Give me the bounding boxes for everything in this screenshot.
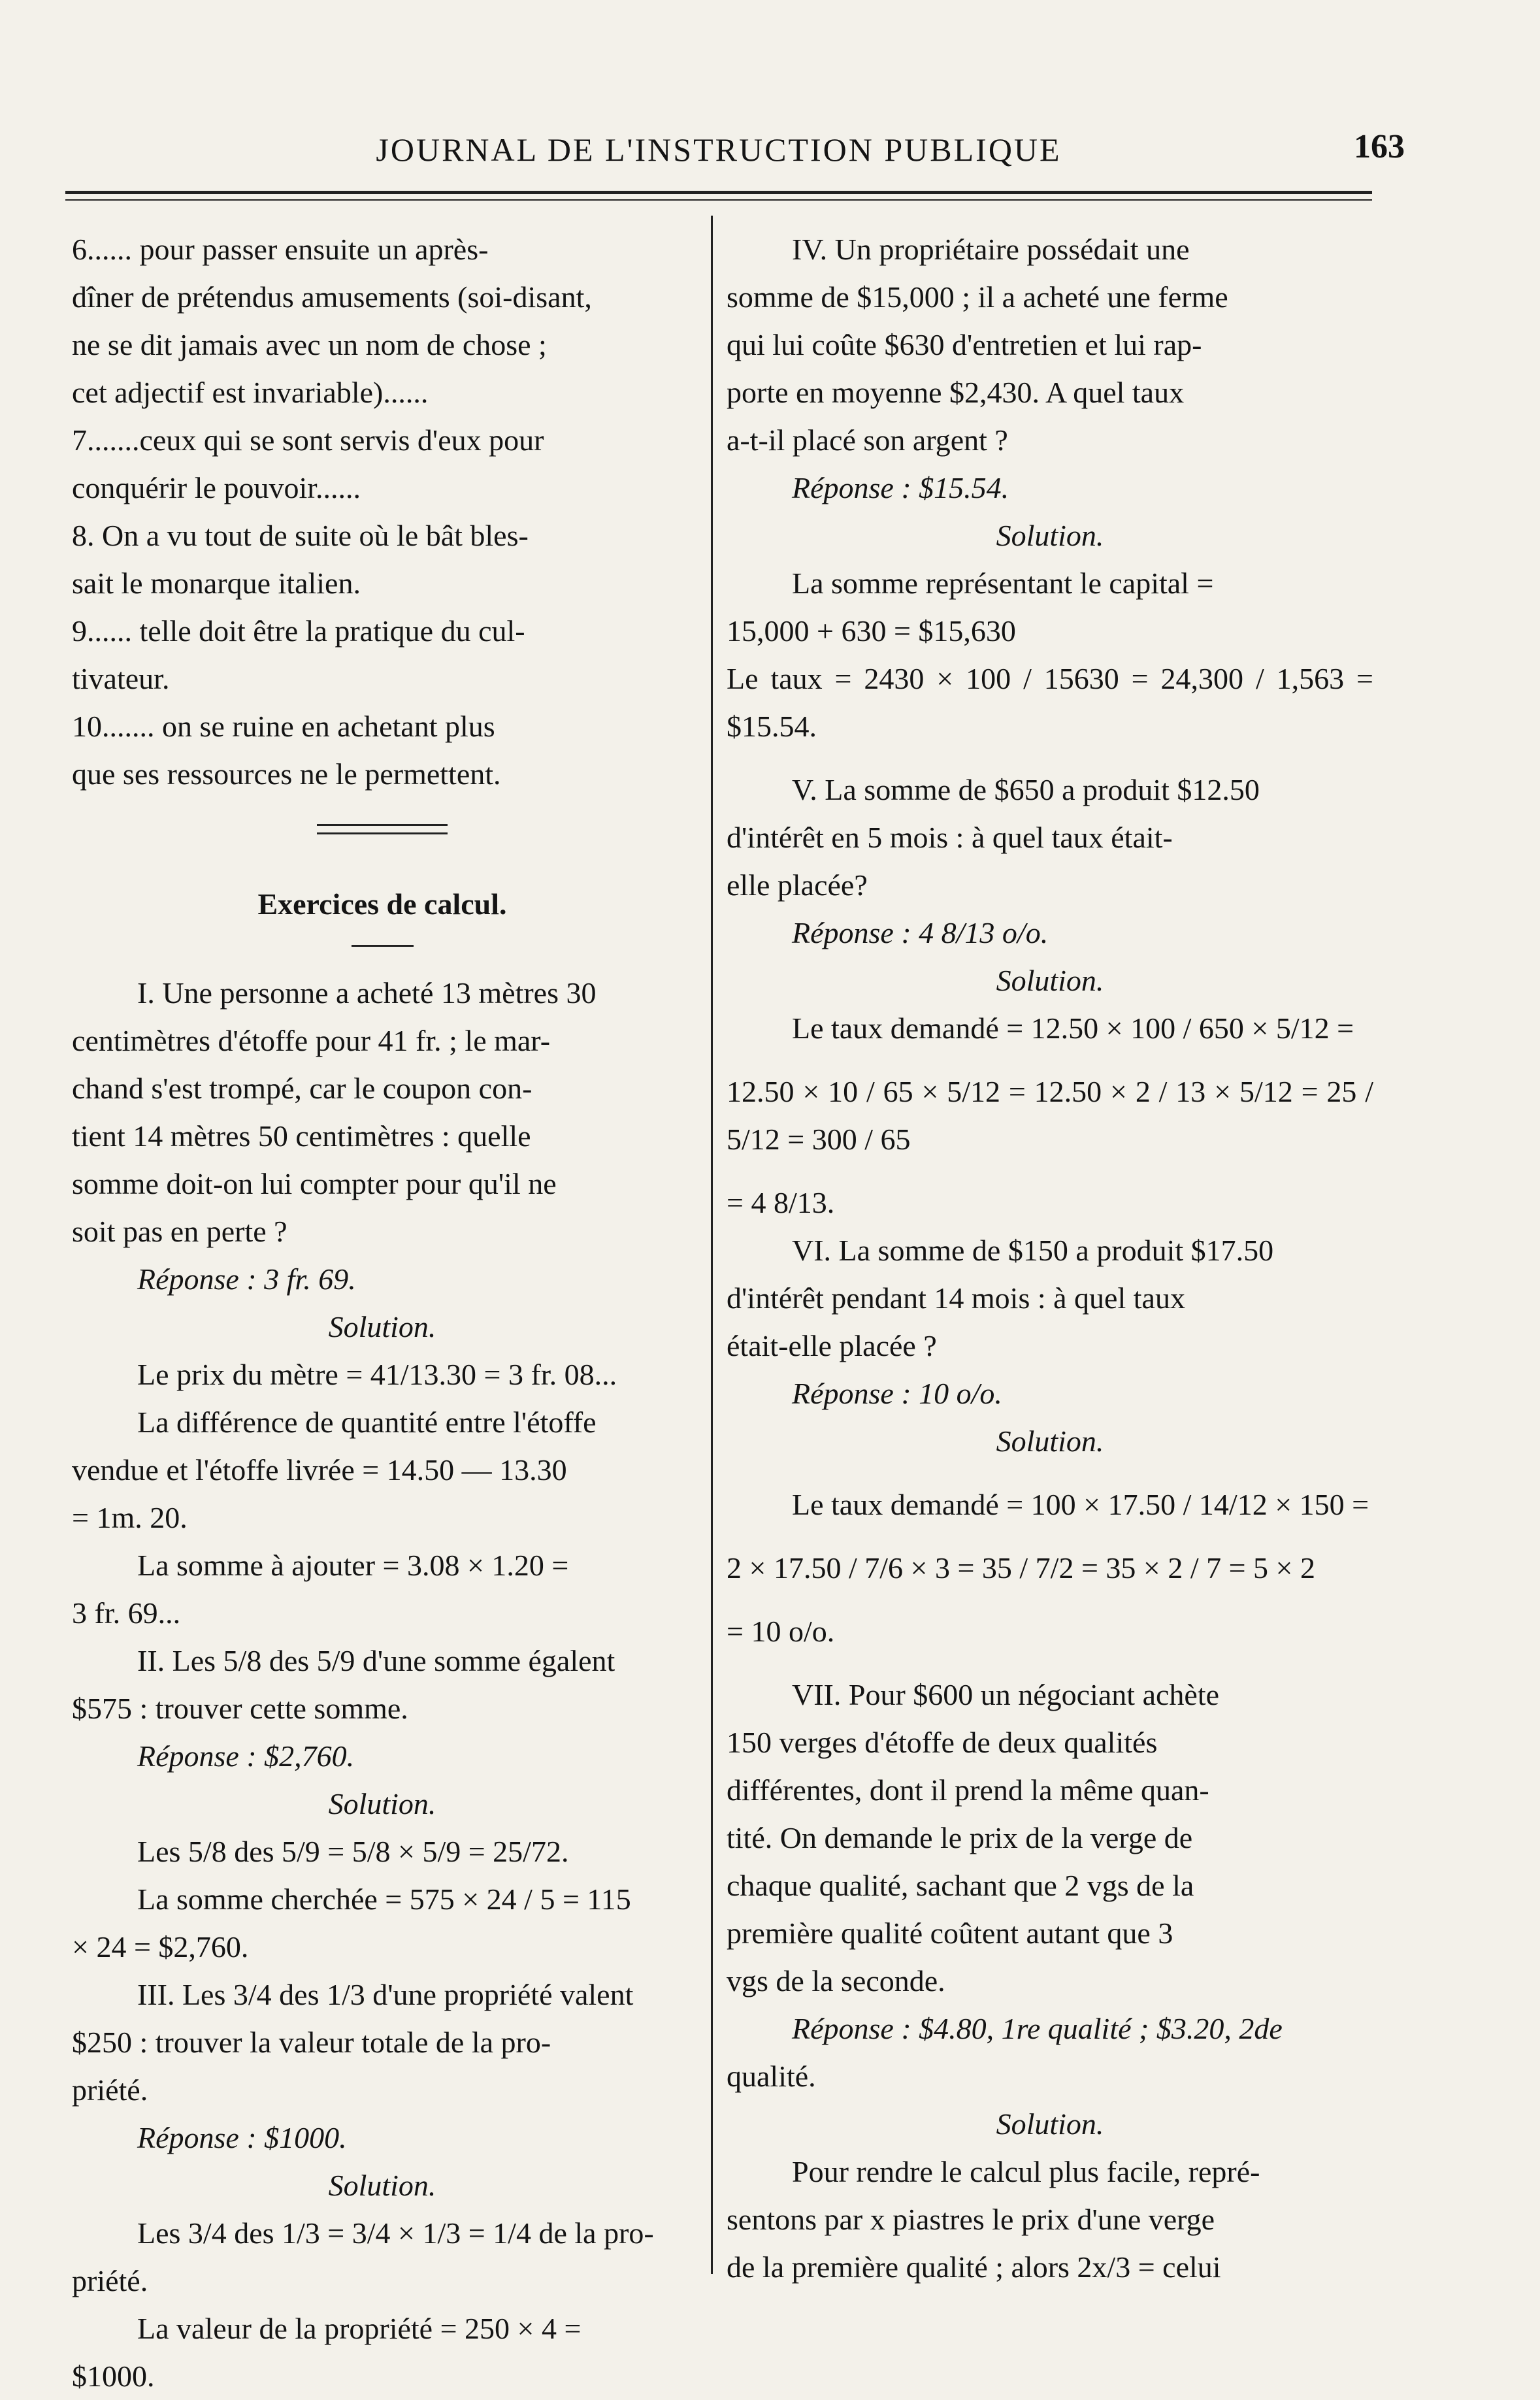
- text-line: ne se dit jamais avec un nom de chose ;: [72, 328, 547, 361]
- solution-line: vendue et l'étoffe livrée = 14.50 — 13.30: [72, 1453, 567, 1487]
- solution-line: = 10 o/o.: [727, 1615, 835, 1648]
- section-title: Exercices de calcul.: [257, 887, 507, 921]
- problem-line: III. Les 3/4 des 1/3 d'une propriété valent: [137, 1978, 634, 2011]
- solution-line: La différence de quantité entre l'étoffe: [137, 1405, 597, 1439]
- solution-heading: Solution.: [996, 519, 1104, 552]
- answer-line: Réponse : $15.54.: [792, 471, 1009, 504]
- solution-line: = 1m. 20.: [72, 1501, 188, 1534]
- problem-line: porte en moyenne $2,430. A quel taux: [727, 376, 1185, 409]
- solution-heading: Solution.: [996, 964, 1104, 997]
- text-line: sait le monarque italien.: [72, 567, 361, 600]
- solution-line: de la première qualité ; alors 2x/3 = celui: [727, 2250, 1221, 2284]
- header-rule-thick: [65, 191, 1372, 194]
- text-line: 7.......ceux qui se sont servis d'eux pour: [72, 423, 544, 457]
- text-line: tivateur.: [72, 662, 170, 695]
- problem-line: chaque qualité, sachant que 2 vgs de la: [727, 1869, 1194, 1902]
- problem-line: vgs de la seconde.: [727, 1964, 945, 1997]
- answer-line: Réponse : $1000.: [137, 2121, 347, 2154]
- problem-line: $575 : trouver cette somme.: [72, 1692, 408, 1725]
- solution-line: Pour rendre le calcul plus facile, repré-: [792, 2155, 1260, 2188]
- text-line: dîner de prétendus amusements (soi-disant,: [72, 280, 592, 314]
- text-line: 8. On a vu tout de suite où le bât bles-: [72, 519, 529, 552]
- problem-line: centimètres d'étoffe pour 41 fr. ; le mar-: [72, 1024, 551, 1057]
- answer-line: qualité.: [727, 2060, 816, 2093]
- problem-line: a-t-il placé son argent ?: [727, 423, 1008, 457]
- problem-line: première qualité coûtent autant que 3: [727, 1916, 1173, 1950]
- solution-line: Les 3/4 des 1/3 = 3/4 × 1/3 = 1/4 de la pro-: [137, 2216, 654, 2250]
- problem-line: IV. Un propriétaire possédait une: [792, 233, 1190, 266]
- problem-line: somme de $15,000 ; il a acheté une ferme: [727, 280, 1228, 314]
- problem-line: était-elle placée ?: [727, 1329, 937, 1362]
- problem-line: 150 verges d'étoffe de deux qualités: [727, 1726, 1158, 1759]
- problem-line: VII. Pour $600 un négociant achète: [792, 1678, 1220, 1711]
- problem-line: VI. La somme de $150 a produit $17.50: [792, 1234, 1274, 1267]
- text-line: 9...... telle doit être la pratique du cul-: [72, 614, 525, 648]
- problem-line: $250 : trouver la valeur totale de la pro-: [72, 2026, 551, 2059]
- problem-line: différentes, dont il prend la même quan-: [727, 1773, 1209, 1807]
- solution-line: La valeur de la propriété = 250 × 4 =: [137, 2312, 582, 2345]
- problem-line: somme doit-on lui compter pour qu'il ne: [72, 1167, 557, 1200]
- solution-line: La somme cherchée = 575 × 24 / 5 = 115: [137, 1882, 631, 1916]
- solution-line: 12.50 × 10 / 65 × 5/12 = 12.50 × 2 / 13 × 5/12 = 25 / 5/12 = 300 / 65: [727, 1075, 1373, 1156]
- text-line: 6...... pour passer ensuite un après-: [72, 233, 489, 266]
- solution-line: Le prix du mètre = 41/13.30 = 3 fr. 08...: [137, 1358, 617, 1391]
- solution-line: $1000.: [72, 2359, 155, 2393]
- answer-line: Réponse : $4.80, 1re qualité ; $3.20, 2de: [792, 2012, 1283, 2045]
- problem-line: tité. On demande le prix de la verge de: [727, 1821, 1193, 1854]
- problem-line: d'intérêt pendant 14 mois : à quel taux: [727, 1281, 1185, 1315]
- answer-line: Réponse : 3 fr. 69.: [137, 1262, 356, 1296]
- text-line: conquérir le pouvoir......: [72, 471, 361, 504]
- problem-line: priété.: [72, 2073, 148, 2107]
- left-column: [72, 225, 693, 2400]
- solution-line: priété.: [72, 2264, 148, 2297]
- solution-heading: Solution.: [996, 2107, 1104, 2141]
- solution-line: 15,000 + 630 = $15,630: [727, 614, 1016, 648]
- section-separator: [317, 824, 448, 834]
- solution-heading: Solution.: [328, 1310, 436, 1343]
- solution-line: × 24 = $2,760.: [72, 1930, 249, 1964]
- solution-line: Le taux demandé = 12.50 × 100 / 650 × 5/12 =: [792, 1011, 1354, 1045]
- answer-line: Réponse : 10 o/o.: [792, 1377, 1002, 1410]
- problem-line: tient 14 mètres 50 centimètres : quelle: [72, 1119, 531, 1153]
- text-line: 10....... on se ruine en achetant plus: [72, 710, 495, 743]
- problem-line: d'intérêt en 5 mois : à quel taux était-: [727, 821, 1173, 854]
- answer-line: Réponse : 4 8/13 o/o.: [792, 916, 1049, 949]
- text-line: que ses ressources ne le permettent.: [72, 757, 501, 791]
- solution-heading: Solution.: [996, 1424, 1104, 1458]
- page-number: 163: [1354, 128, 1405, 165]
- problem-line: I. Une personne a acheté 13 mètres 30: [137, 976, 597, 1010]
- solution-heading: Solution.: [328, 1787, 436, 1820]
- column-divider: [711, 216, 713, 2274]
- page-header: [65, 118, 1405, 176]
- solution-line: 2 × 17.50 / 7/6 × 3 = 35 / 7/2 = 35 × 2 / 7 = 5 × 2: [727, 1551, 1315, 1585]
- solution-heading: Solution.: [328, 2169, 436, 2202]
- solution-line: = 4 8/13.: [727, 1186, 835, 1219]
- problem-line: elle placée?: [727, 868, 868, 902]
- solution-line: Les 5/8 des 5/9 = 5/8 × 5/9 = 25/72.: [137, 1835, 569, 1868]
- right-column: [727, 225, 1373, 2291]
- solution-line: La somme représentant le capital =: [792, 567, 1214, 600]
- answer-line: Réponse : $2,760.: [137, 1739, 355, 1773]
- text-line: cet adjectif est invariable)......: [72, 376, 429, 409]
- solution-line: 3 fr. 69...: [72, 1596, 181, 1630]
- solution-line: Le taux demandé = 100 × 17.50 / 14/12 × 150 =: [792, 1488, 1369, 1521]
- problem-line: V. La somme de $650 a produit $12.50: [792, 773, 1260, 806]
- problem-line: chand s'est trompé, car le coupon con-: [72, 1072, 532, 1105]
- problem-line: soit pas en perte ?: [72, 1215, 287, 1248]
- problem-line: qui lui coûte $630 d'entretien et lui rap-: [727, 328, 1202, 361]
- solution-line: La somme à ajouter = 3.08 × 1.20 =: [137, 1549, 569, 1582]
- solution-line: sentons par x piastres le prix d'une verge: [727, 2203, 1215, 2236]
- problem-line: II. Les 5/8 des 5/9 d'une somme égalent: [137, 1644, 615, 1677]
- journal-title: JOURNAL DE L'INSTRUCTION PUBLIQUE: [376, 131, 1062, 168]
- header-rule-thin: [65, 199, 1372, 201]
- solution-line: Le taux = 2430 × 100 / 15630 = 24,300 / 1,563 = $15.54.: [727, 662, 1373, 743]
- title-rule: [352, 945, 414, 947]
